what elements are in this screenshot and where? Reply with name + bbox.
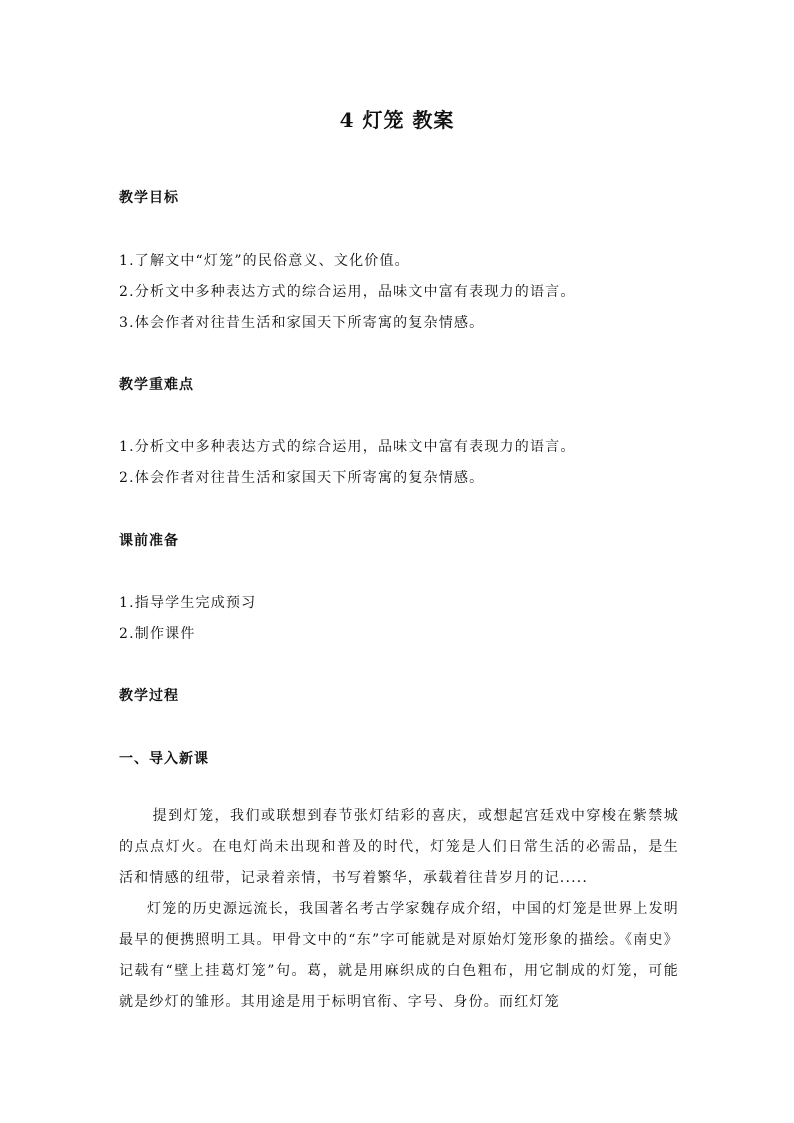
subheading-introduction: 一、导入新课	[119, 751, 209, 767]
preparation-item-2: 2.制作课件	[119, 626, 196, 642]
preparation-item-1: 1.指导学生完成预习	[119, 595, 257, 611]
document-title: 4 灯笼 教案	[339, 108, 455, 132]
objective-item-3: 3.体会作者对往昔生活和家国天下所寄寓的复杂情感。	[119, 315, 485, 331]
paragraph-1: 提到灯笼，我们或联想到春节张灯结彩的喜庆，或想起宫廷戏中穿梭在紫禁城的点点灯火。在电灯尚未出现和普及的时代，灯笼是人们日常生活的必需品，是生活和情感的纽带，记录着亲情，书写着繁华，承载着往昔岁月的记.....	[119, 808, 679, 886]
heading-process: 教学过程	[119, 688, 179, 704]
heading-objectives: 教学目标	[119, 190, 179, 206]
key-point-item-2: 2.体会作者对往昔生活和家国天下所寄寓的复杂情感。	[119, 470, 485, 486]
key-point-item-1: 1.分析文中多种表达方式的综合运用，品味文中富有表现力的语言。	[119, 439, 576, 455]
objective-item-2: 2.分析文中多种表达方式的综合运用，品味文中富有表现力的语言。	[119, 284, 576, 300]
paragraph-2: 灯笼的历史源远流长，我国著名考古学家魏存成介绍，中国的灯笼是世界上发明最早的便携照明工具。甲骨文中的“东”字可能就是对原始灯笼形象的描绘。《南史》 记载有“壁上挂葛灯笼”句。葛，就是用麻织成的白色粗布，用它制成的灯笼，可能就是纱灯的雏形。其用途是用于标明官衔、字号、身份。而红灯笼	[119, 901, 679, 1010]
heading-key-points: 教学重难点	[119, 377, 194, 393]
process-body	[119, 801, 679, 1018]
heading-preparation: 课前准备	[119, 533, 179, 549]
objective-item-1: 1.了解文中“灯笼”的民俗意义、文化价值。	[119, 253, 410, 269]
